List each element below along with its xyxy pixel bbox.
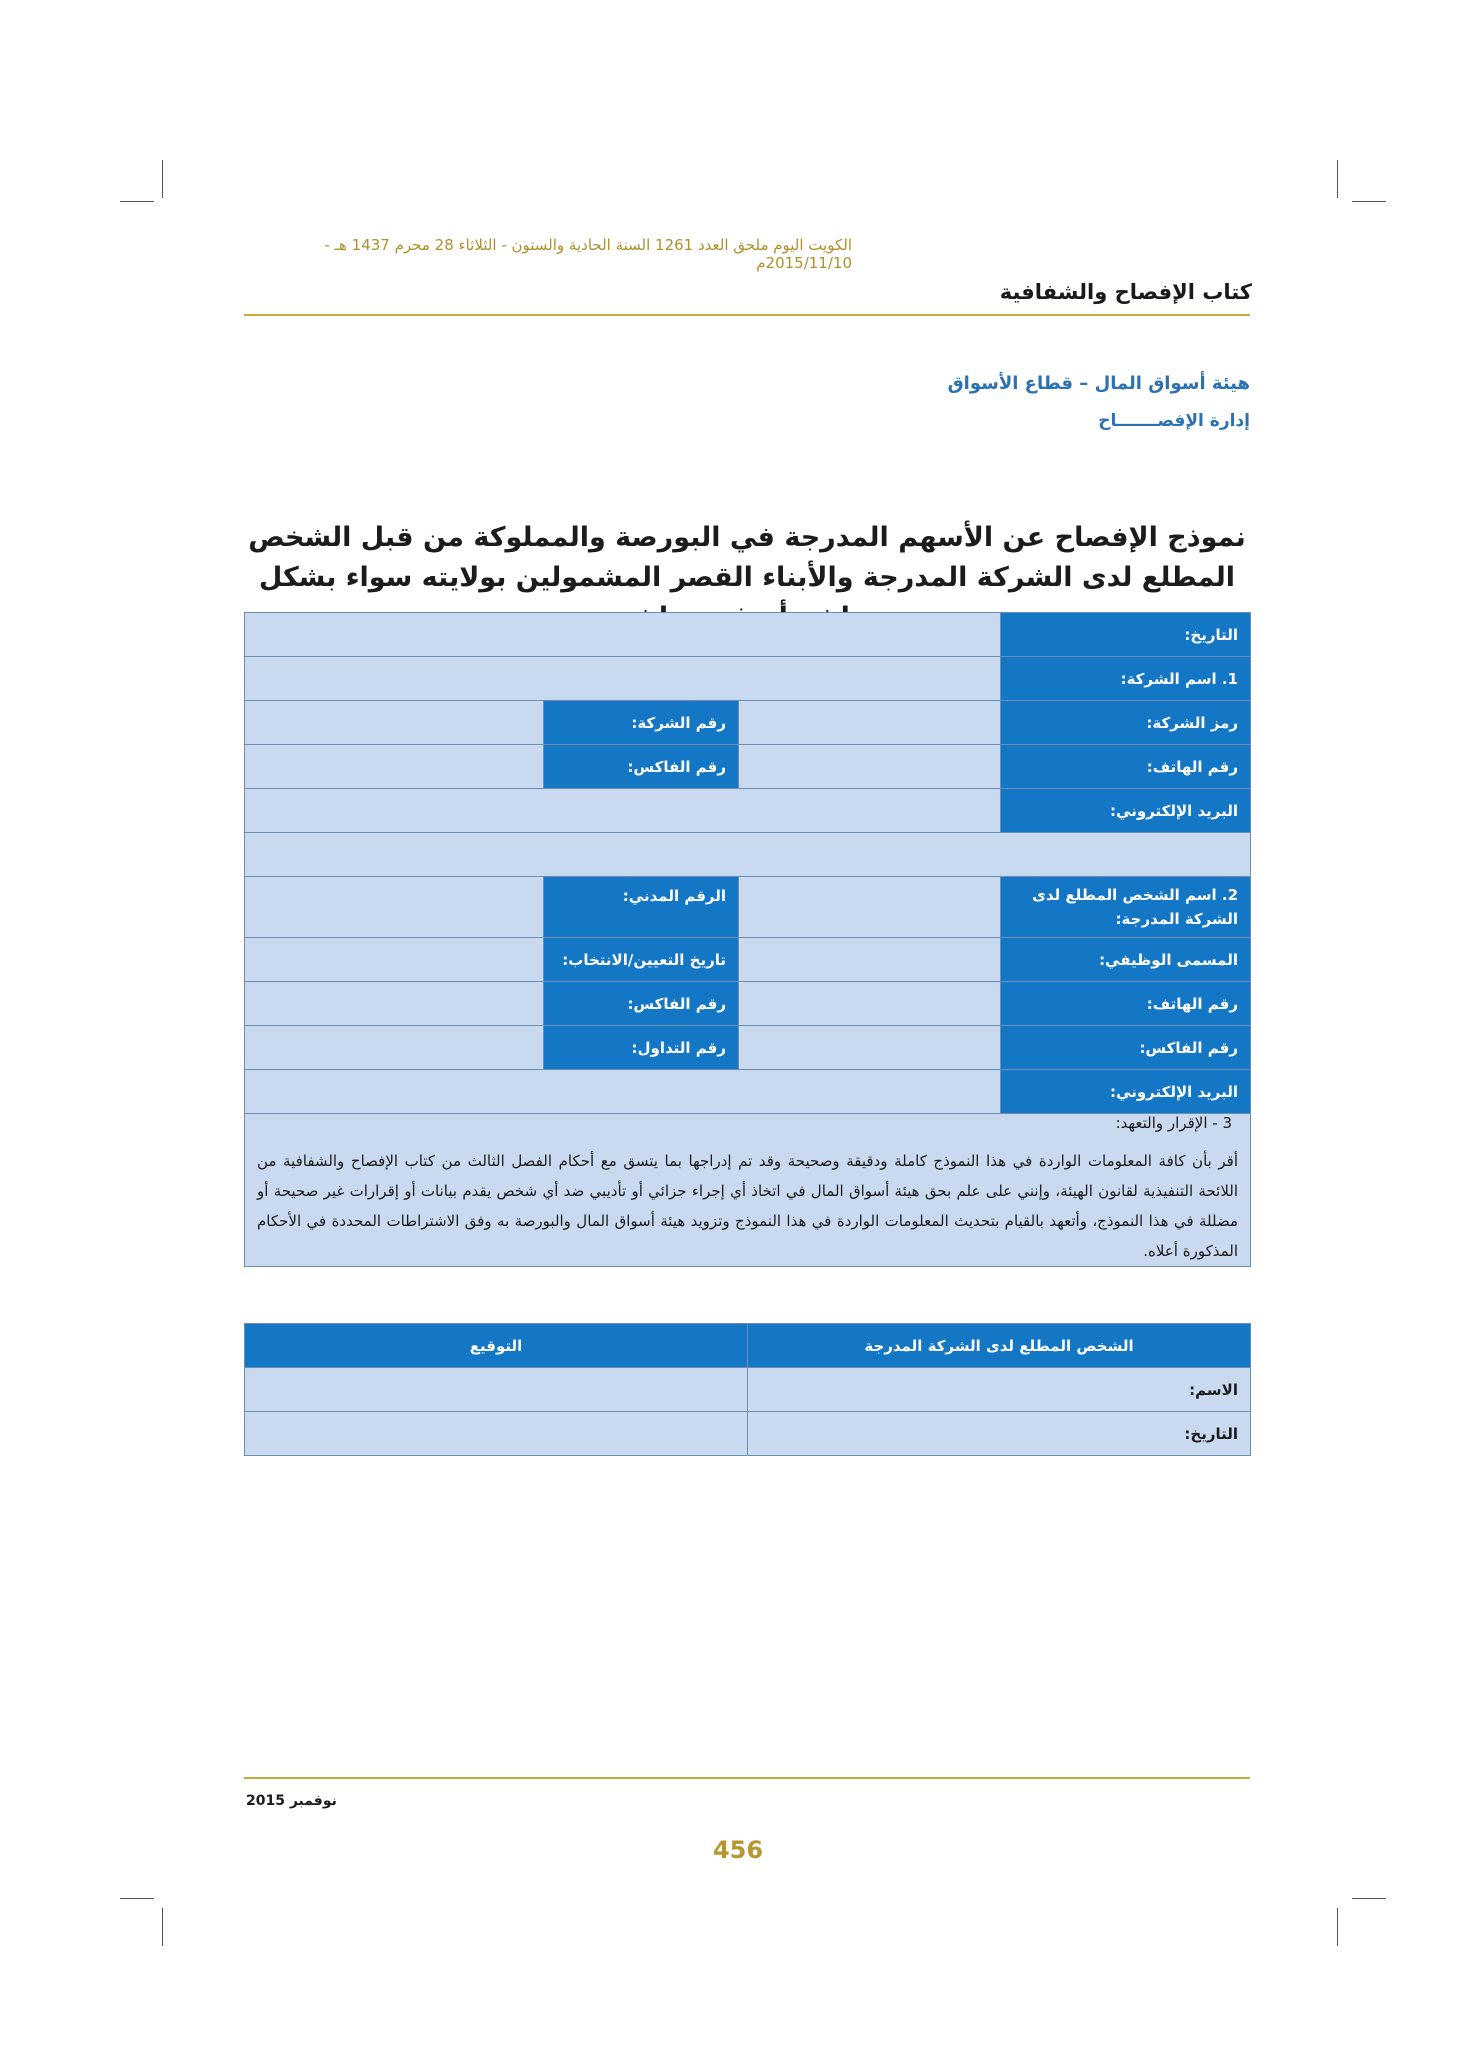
fax-label: رقم الفاكس:: [544, 745, 739, 789]
email-field[interactable]: [245, 789, 1001, 833]
company-name-field[interactable]: [245, 657, 1001, 701]
company-symbol-label: رمز الشركة:: [1001, 701, 1251, 745]
form-row-fax3: [245, 1026, 1251, 1070]
running-head: الكويت اليوم ملحق العدد 1261 السنة الحادية والستون - الثلاثاء 28 محرم 1437 هـ - 2015/11/10م: [324, 236, 852, 272]
fax2-field[interactable]: [245, 982, 544, 1026]
signature-date-row: [245, 1412, 1251, 1456]
trading-number-field[interactable]: [245, 1026, 544, 1070]
crop-mark: [1337, 160, 1338, 198]
phone-field[interactable]: [739, 745, 1001, 789]
form-row-company-symbol: [245, 701, 1251, 745]
crop-mark: [120, 1898, 154, 1899]
crop-mark: [162, 1908, 163, 1946]
fax2-label: رقم الفاكس:: [544, 982, 739, 1026]
company-name-label: 1. اسم الشركة:: [1001, 657, 1251, 701]
company-number-field[interactable]: [245, 701, 544, 745]
signature-header-row: [245, 1324, 1251, 1368]
agency-name: هيئة أسواق المال – قطاع الأسواق: [947, 373, 1250, 394]
header-rule: [244, 314, 1250, 316]
email2-label: البريد الإلكتروني:: [1001, 1070, 1251, 1114]
form-row-spacer: [245, 833, 1251, 877]
department-name: إدارة الإفصـــــــاح: [1098, 411, 1250, 431]
date-field[interactable]: [245, 613, 1001, 657]
trading-number-label: رقم التداول:: [544, 1026, 739, 1070]
disclosure-form-table: [244, 612, 1251, 1267]
date-label: التاريخ:: [1001, 613, 1251, 657]
form-row-job-title: [245, 938, 1251, 982]
form-row-insider-name: [245, 877, 1251, 938]
form-row-company-name: [245, 657, 1251, 701]
job-title-field[interactable]: [739, 938, 1001, 982]
form-row-phone2: [245, 982, 1251, 1026]
fax-field[interactable]: [245, 745, 544, 789]
company-symbol-field[interactable]: [739, 701, 1001, 745]
declaration-cell: [245, 1114, 1251, 1267]
phone-label: رقم الهاتف:: [1001, 745, 1251, 789]
crop-mark: [120, 201, 154, 202]
insider-name-label: 2. اسم الشخص المطلع لدى الشركة المدرجة:: [1001, 877, 1251, 938]
page-number: 456: [712, 1836, 764, 1864]
signature-header: التوقيع: [245, 1324, 748, 1368]
phone2-label: رقم الهاتف:: [1001, 982, 1251, 1026]
signatory-header: الشخص المطلع لدى الشركة المدرجة: [748, 1324, 1251, 1368]
declaration-heading: 3 - الإقرار والتعهد:: [1115, 1114, 1233, 1132]
civil-id-field[interactable]: [245, 877, 544, 938]
email-label: البريد الإلكتروني:: [1001, 789, 1251, 833]
form-row-date: [245, 613, 1251, 657]
section-title: كتاب الإفصاح والشفافية: [999, 280, 1252, 304]
spacer-row: [245, 833, 1251, 877]
form-title: نموذج الإفصاح عن الأسهم المدرجة في البورصة والمملوكة من قبل الشخص المطلع لدى الشركة المدرجة والأبناء القصر المشمولين بولايته سواء بشكل: [248, 522, 1246, 593]
email2-field[interactable]: [245, 1070, 1001, 1114]
form-row-phone: [245, 745, 1251, 789]
footer-rule: [244, 1777, 1250, 1779]
job-title-label: المسمى الوظيفي:: [1001, 938, 1251, 982]
signature-name-field[interactable]: [245, 1368, 748, 1412]
appointment-date-label: تاريخ التعيين/الانتخاب:: [544, 938, 739, 982]
phone2-field[interactable]: [739, 982, 1001, 1026]
crop-mark: [162, 160, 163, 198]
signature-name-row: [245, 1368, 1251, 1412]
crop-mark: [1352, 201, 1386, 202]
civil-id-label: الرقم المدني:: [544, 877, 739, 938]
appointment-date-field[interactable]: [245, 938, 544, 982]
form-row-email2: [245, 1070, 1251, 1114]
insider-name-field[interactable]: [739, 877, 1001, 938]
fax3-label: رقم الفاكس:: [1001, 1026, 1251, 1070]
form-row-email: [245, 789, 1251, 833]
form-row-declaration: [245, 1114, 1251, 1267]
declaration-text: أقر بأن كافة المعلومات الواردة في هذا النموذج كاملة ودقيقة وصحيحة وقد تم إدراجها بما يتسق مع أحكام الفصل الثالث من كتاب الإفصاح والشفافية من اللائحة التنفيذية لقانون الهيئة، وإنني على علم بحق هيئة أسواق المال في اتخاذ أي إجراء جزائي أو تأديبي ضد أي شخص يقدم بيانات أو إقرارات غير صحيحة أو مضللة في هذا النموذج، وأتعهد بالقيام بتحديث المعلومات الواردة في هذا النموذج وتزويد هيئة أسواق المال والبورصة به وفق الاشتراطات المحددة في الأحكام المذكورة أعلاه.: [257, 1152, 1239, 1260]
signatory-date-label: التاريخ:: [748, 1412, 1251, 1456]
signatory-name-label: الاسم:: [748, 1368, 1251, 1412]
signature-date-field[interactable]: [245, 1412, 748, 1456]
crop-mark: [1352, 1898, 1386, 1899]
footer-month: نوفمبر 2015: [246, 1793, 337, 1809]
crop-mark: [1337, 1908, 1338, 1946]
company-number-label: رقم الشركة:: [544, 701, 739, 745]
signature-table: [244, 1323, 1251, 1456]
fax3-field[interactable]: [739, 1026, 1001, 1070]
